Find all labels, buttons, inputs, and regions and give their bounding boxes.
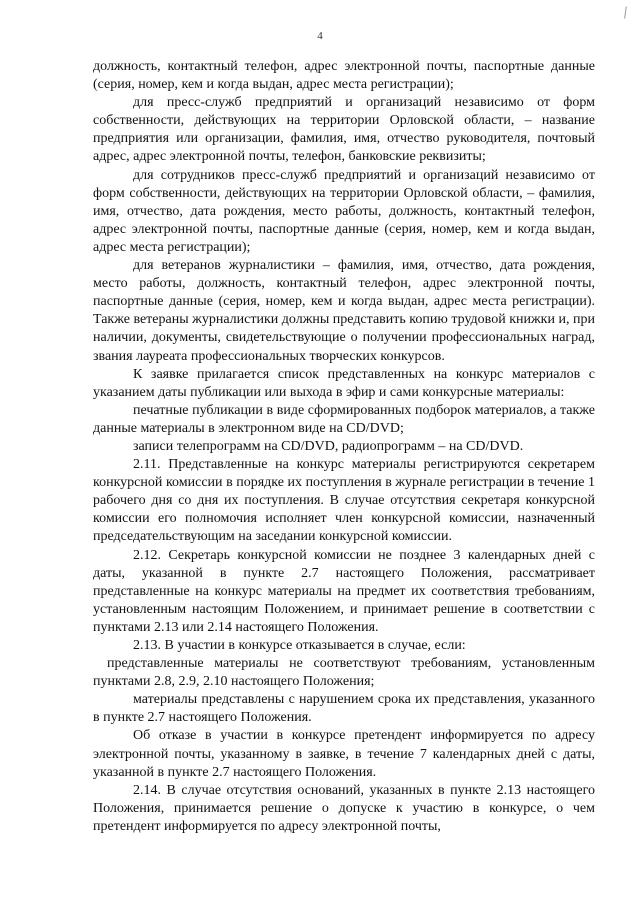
paragraph: для ветеранов журналистики – фамилия, имя, отчество, дата рождения, место работы, должность, контактный телефон, адрес электронной почты, паспортные данные (серия, номер, кем и когда выдан, адрес места регистрации). Также ветераны журналистики должны представить копию трудовой книжки и, при наличии, документы, свидетельствующие о получении профессиональных наград, звания лауреата профессиональных творческих конкурсов.	[93, 258, 595, 364]
scan-corner-mark	[616, 5, 627, 18]
paragraph: Об отказе в участии в конкурсе претендент информируется по адресу электронной почты, указанному в заявке, в течение 7 календарных дней с даты, указанной в пункте 2.7 настоящего Положения.	[93, 728, 595, 780]
paragraph: печатные публикации в виде сформированных подборок материалов, а также данные материалы в электронном виде на CD/DVD;	[93, 402, 595, 436]
paragraph: материалы представлены с нарушением срока их представления, указанного в пункте 2.7 настоящего Положения.	[93, 692, 595, 726]
paragraph: 2.12. Секретарь конкурсной комиссии не позднее 3 календарных дней с даты, указанной в пункте 2.7 настоящего Положения, рассматривает представленные на конкурс материалы на предмет их соответствия требованиям, установленным настоящим Положением, и принимает решение в соответствии с пунктами 2.13 или 2.14 настоящего Положения.	[93, 547, 595, 635]
paragraph: для пресс-служб предприятий и организаций независимо от форм собственности, действующих на территории Орловской области, – название предприятия или организации, фамилия, имя, отчество руководителя, почтовый адрес, адрес электронной почты, телефон, банковские реквизиты;	[93, 95, 595, 165]
paragraph: 2.11. Представленные на конкурс материалы регистрируются секретарем конкурсной комиссии в порядке их поступления в журнале регистрации в течение 1 рабочего дня со дня их поступления. В случае отсутствия секретаря конкурсной комиссии его полномочия исполняет член конкурсной комиссии, назначенный председательствующим на заседании конкурсной комиссии.	[93, 457, 595, 545]
paragraph: записи телепрограмм на CD/DVD, радиопрограмм – на CD/DVD.	[133, 438, 524, 454]
paragraph: должность, контактный телефон, адрес электронной почты, паспортные данные (серия, номер, кем и когда выдан, адрес места регистрации);	[93, 59, 595, 93]
page-number: 4	[317, 30, 323, 42]
paragraph: 2.14. В случае отсутствия оснований, указанных в пункте 2.13 настоящего Положения, принимается решение о допуске к участию в конкурсе, о чем претендент информируется по адресу электронной почты,	[93, 782, 595, 834]
paragraph: представленные материалы не соответствуют требованиям, установленным пунктами 2.8, 2.9, 2.10 настоящего Положения;	[93, 656, 595, 690]
paragraph: К заявке прилагается список представленных на конкурс материалов с указанием даты публикации или выхода в эфир и сами конкурсные материалы:	[93, 366, 595, 400]
document-body	[93, 58, 595, 836]
paragraph: для сотрудников пресс-служб предприятий и организаций независимо от форм собственности, действующих на территории Орловской области, – фамилия, имя, отчество, дата рождения, место работы, должность, контактный телефон, адрес электронной почты, паспортные данные (серия, номер, кем и когда выдан, адрес места регистрации);	[93, 167, 595, 255]
paragraph: 2.13. В участии в конкурсе отказывается в случае, если:	[133, 638, 466, 653]
